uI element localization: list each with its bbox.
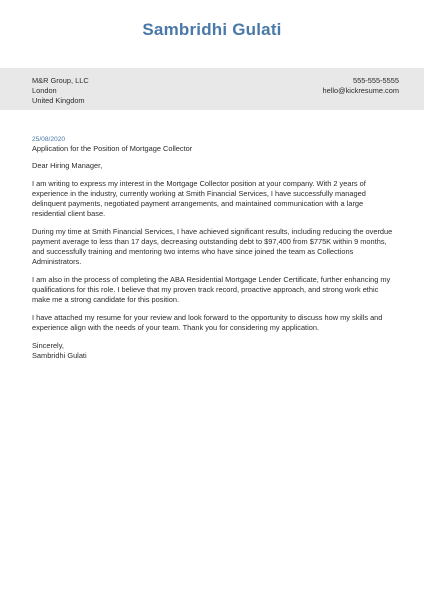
letter-body — [32, 135, 394, 361]
letter-paragraph: During my time at Smith Financial Services, I have achieved significant results, including reducing the overdue payment average to less than 17 days, decreasing outstanding debt to $97,400 from $775K within 9 months, and successfully training and mentoring two interns who have since joined the team as Collections Administrators. — [32, 227, 393, 266]
recipient-country: United Kingdom — [32, 96, 85, 105]
contact-bar — [0, 68, 424, 110]
recipient-address — [32, 76, 89, 106]
sender-contact — [322, 76, 399, 96]
recipient-company: M&R Group, LLC — [32, 76, 89, 85]
sender-phone: 555-555-5555 — [352, 76, 399, 85]
letter-date: 25/08/2020 — [32, 136, 66, 143]
letter-signature: Sambridhi Gulati — [32, 351, 87, 360]
letter-greeting: Dear Hiring Manager, — [32, 161, 103, 170]
letter-paragraph: I am also in the process of completing the ABA Residential Mortgage Lender Certificate, further enhancing my qualifications for this role. I believe that my proven track record, proactive approach, and strong work ethic make me a strong candidate for this position. — [32, 275, 391, 304]
letter-paragraph: I have attached my resume for your review and look forward to the opportunity to discuss how my skills and experience align with the needs of your team. Thank you for considering my application. — [32, 313, 383, 332]
sender-email: hello@kickresume.com — [322, 86, 399, 95]
letter-closing: Sincerely, — [32, 341, 64, 350]
letter-subject: Application for the Position of Mortgage Collector — [32, 144, 193, 153]
recipient-city: London — [32, 86, 57, 95]
letter-paragraph: I am writing to express my interest in the Mortgage Collector position at your company. With 2 years of experience in the industry, currently working at Smith Financial Services, I have successfully managed delinquent payments, negotiated payment arrangements, and maintained communication with a large residential client base. — [32, 179, 366, 218]
applicant-name: Sambridhi Gulati — [142, 20, 282, 39]
